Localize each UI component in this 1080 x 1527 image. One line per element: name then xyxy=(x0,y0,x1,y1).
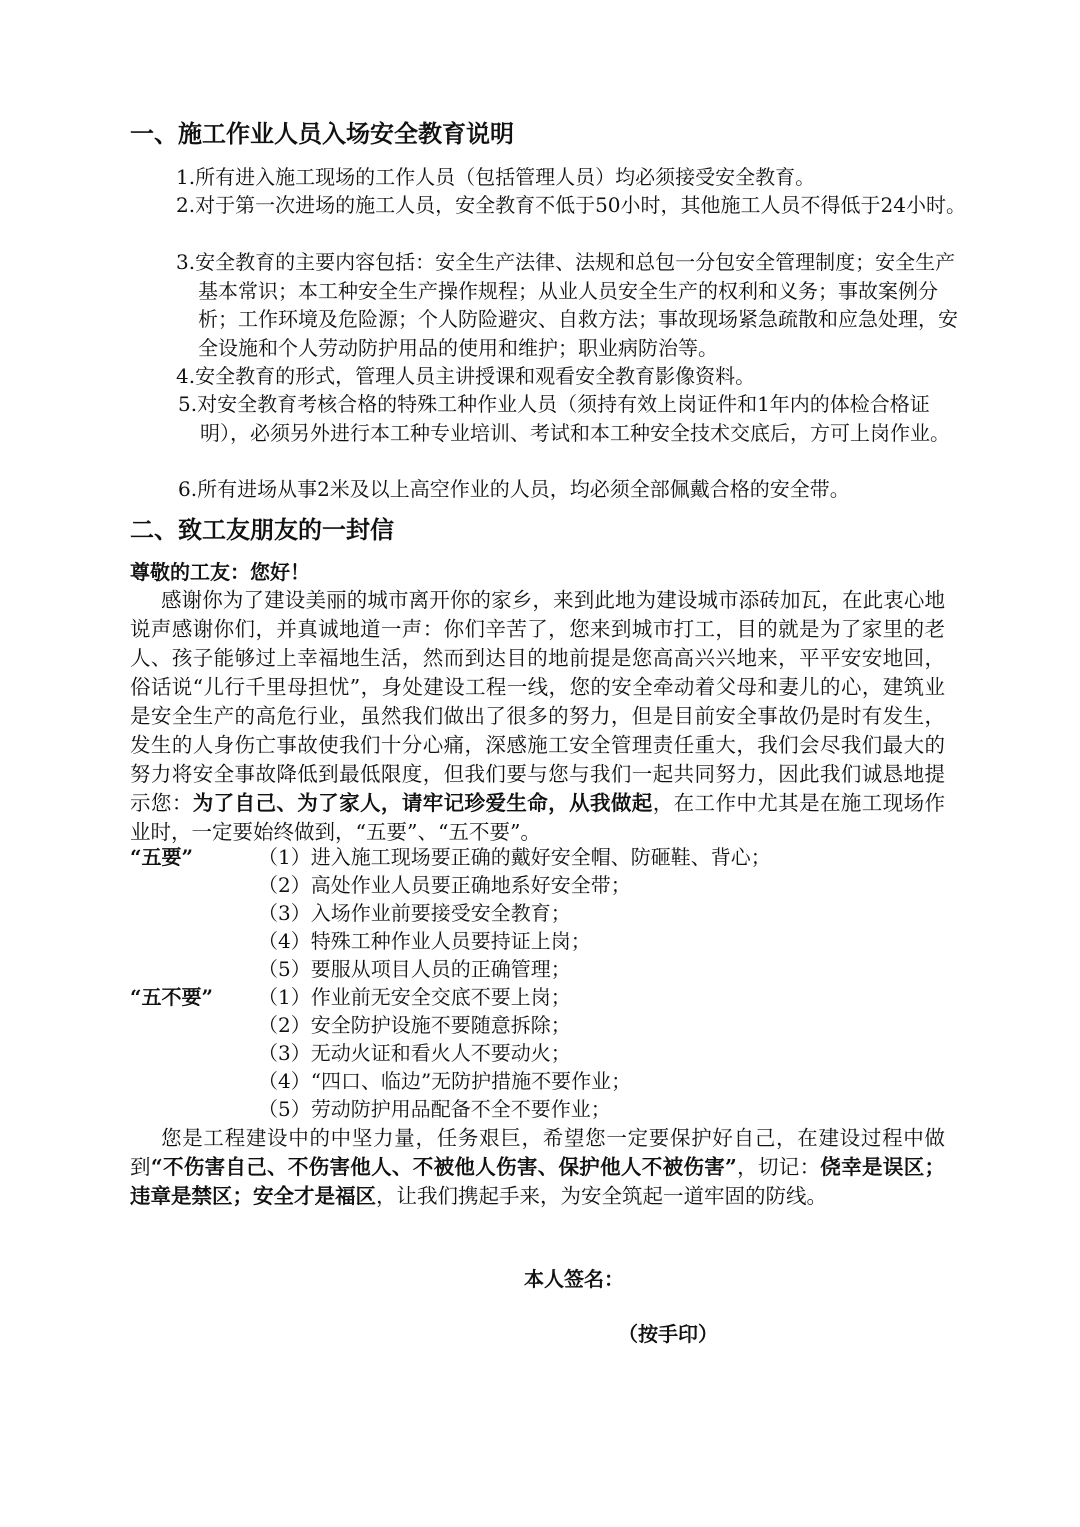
signature-label: 本人签名： xyxy=(524,1267,624,1291)
list-item: 4.安全教育的形式，管理人员主讲授课和观看安全教育影像资料。 xyxy=(176,364,756,388)
letter-emphasis: “不伤害自己、不伤害他人、不被他人伤害、保护他人不被伤害” xyxy=(150,1155,737,1179)
letter-paragraph-2 xyxy=(130,1124,945,1211)
list-item: （4）“四口、临边”无防护措施不要作业； xyxy=(258,1069,632,1093)
list-item: 1.所有进入施工现场的工作人员（包括管理人员）均必须接受安全教育。 xyxy=(176,165,816,189)
list-item: （1）作业前无安全交底不要上岗； xyxy=(258,985,571,1009)
five-musts-label: “五要” xyxy=(130,845,194,869)
letter-emphasis: 侥幸是误区；违章是禁区；安全才是福区 xyxy=(130,1155,946,1208)
letter-paragraph-1 xyxy=(130,586,945,847)
list-item: （3）无动火证和看火人不要动火； xyxy=(258,1041,571,1065)
letter-emphasis: 为了自己、为了家人，请牢记珍爱生命，从我做起 xyxy=(192,791,653,815)
five-donts-label: “五不要” xyxy=(130,985,214,1009)
list-item: 5.对安全教育考核合格的特殊工种作业人员（须持有效上岗证件和1年内的体检合格证明），必须另外进行本工种专业培训、考试和本工种安全技术交底后，方可上岗作业。 xyxy=(178,392,950,445)
list-item: （2）高处作业人员要正确地系好安全带； xyxy=(258,873,631,897)
section1-heading: 一、施工作业人员入场安全教育说明 xyxy=(130,119,514,148)
letter-text: ，切记： xyxy=(736,1155,821,1179)
letter-text: 感谢你为了建设美丽的城市离开你的家乡，来到此地为建设城市添砖加瓦，在此衷心地说声感谢你们，并真诚地道一声：你们辛苦了，您来到城市打工，目的就是为了家里的老人、孩子能够过上幸福地生活，然而到达目的地前提是您高高兴兴地来，平平安安地回，俗话说“儿行千里母担忧”，身处建设工程一线，您的安全牵动着父母和妻儿的心，建筑业是安全生产的高危行业，虽然我们做出了很多的努力，但是目前安全事故仍是时有发生，发生的人身伤亡事故使我们十分心痛，深感施工安全管理责任重大，我们会尽我们最大的努力将安全事故降低到最低限度，但我们要与您与我们一起共同努力，因此我们诚恳地提示您： xyxy=(130,588,945,815)
section2-heading: 二、致工友朋友的一封信 xyxy=(130,515,394,544)
list-item: （3）入场作业前要接受安全教育； xyxy=(258,901,571,925)
letter-text: 您是工程建设中的中坚力量，任务艰巨，希望您一定要保护好自己，在建设过程中做到 xyxy=(130,1126,945,1179)
fingerprint-label: （按手印） xyxy=(618,1322,718,1346)
list-item: 2.对于第一次进场的施工人员，安全教育不低于50小时，其他施工人员不得低于24小时。 xyxy=(176,193,966,217)
list-item: （2）安全防护设施不要随意拆除； xyxy=(258,1013,571,1037)
letter-text: ，在工作中尤其是在施工现场作业时，一定要始终做到，“五要”、“五不要”。 xyxy=(130,791,946,844)
greeting: 尊敬的工友：您好！ xyxy=(130,560,310,584)
list-item: （4）特殊工种作业人员要持证上岗； xyxy=(258,929,591,953)
list-item: （5）劳动防护用品配备不全不要作业； xyxy=(258,1097,611,1121)
list-item: 6.所有进场从事2米及以上高空作业的人员，均必须全部佩戴合格的安全带。 xyxy=(178,477,850,501)
letter-text: ，让我们携起手来，为安全筑起一道牢固的防线。 xyxy=(376,1184,827,1208)
list-item: 3.安全教育的主要内容包括：安全生产法律、法规和总包一分包安全管理制度；安全生产基本常识；本工种安全生产操作规程；从业人员安全生产的权利和义务；事故案例分析；工作环境及危险源；个人防险避灾、自救方法；事故现场紧急疏散和应急处理，安全设施和个人劳动防护用品的使用和维护；职业病防治等。 xyxy=(176,250,958,360)
list-item: （5）要服从项目人员的正确管理； xyxy=(258,957,571,981)
list-item: （1）进入施工现场要正确的戴好安全帽、防砸鞋、背心； xyxy=(258,845,771,869)
